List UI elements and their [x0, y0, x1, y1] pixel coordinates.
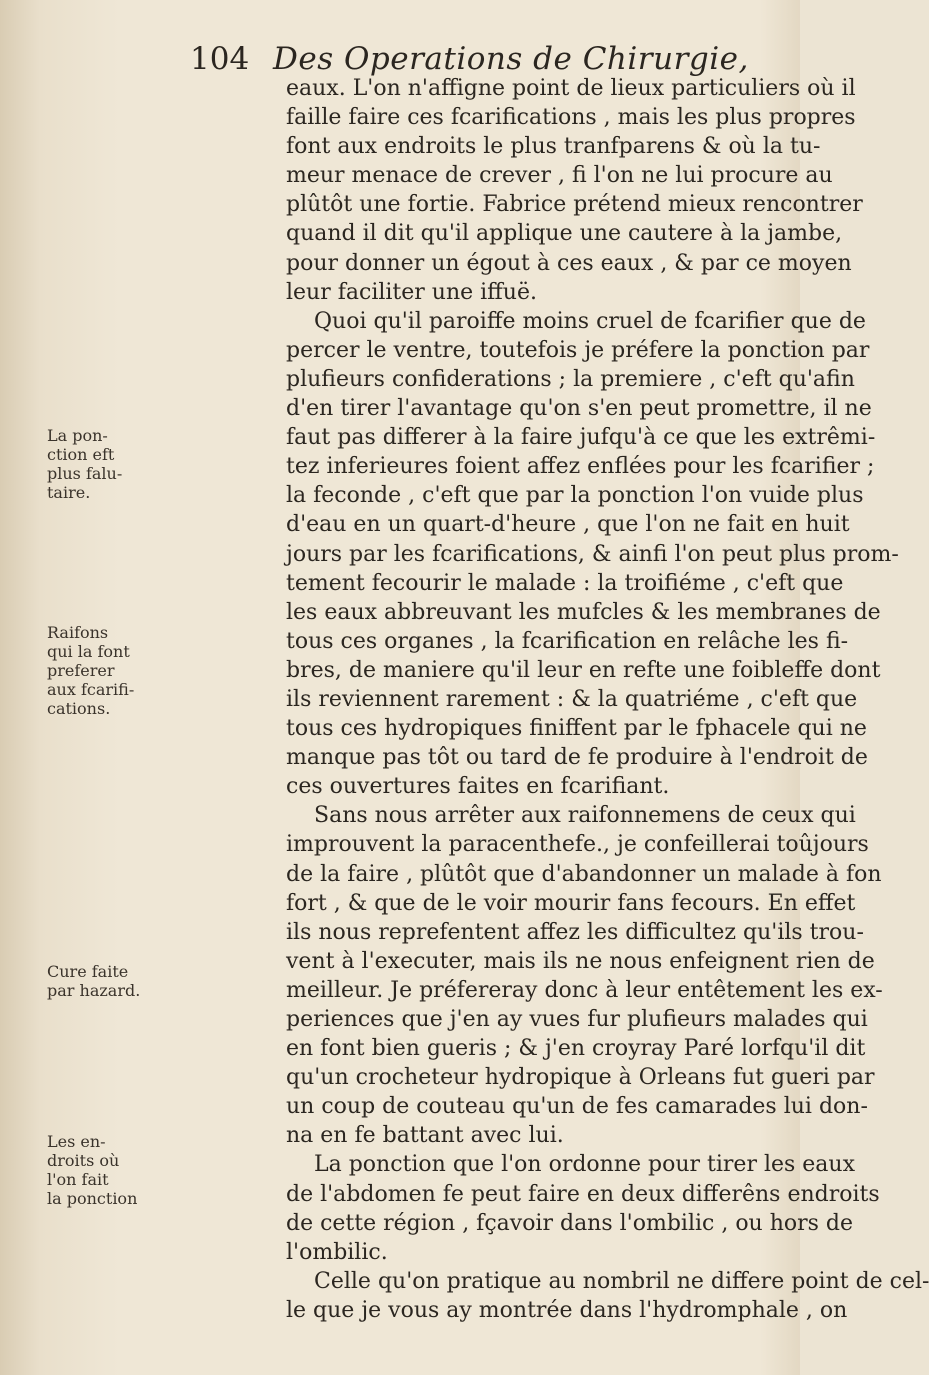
text-line: periences que j'en ay vues fur plufieurs malades qui [286, 1007, 868, 1032]
text-line: d'eau en un quart-d'heure , que l'on ne fait en huit [286, 512, 850, 538]
text-line: un coup de couteau qu'un de fes camarades lui don- [286, 1094, 868, 1120]
margin-note-line: l'on fait [47, 1170, 109, 1189]
margin-note-line: plus falu- [47, 464, 123, 483]
text-line: improuvent la paracenthefe., je confeillerai toûjours [286, 832, 869, 858]
text-line: de la faire , plûtôt que d'abandonner un malade à fon [286, 861, 882, 887]
text-line: tement fecourir le malade : la troifiéme , c'eft que [286, 570, 844, 596]
text-line: jours par les fcarifications, & ainfi l'on peut plus prom- [286, 541, 899, 567]
text-line: Quoi qu'il paroiffe moins cruel de fcarifier que de [314, 308, 866, 334]
margin-note-line: cations. [47, 699, 111, 718]
text-line: tous ces organes , la fcarification en relâche les fi- [286, 628, 849, 654]
text-line: na en fe battant avec lui. [286, 1123, 564, 1149]
margin-note-ponction [47, 426, 157, 502]
text-line: de cette région , fçavoir dans l'ombilic , ou hors de [286, 1210, 854, 1236]
margin-note-line: droits où [47, 1151, 120, 1170]
main-text [286, 74, 929, 1325]
margin-note-line: Cure faite [47, 962, 129, 981]
running-title: Des Operations de Chirurgie, [273, 41, 749, 77]
text-line: l'ombilic. [286, 1239, 388, 1265]
margin-note-line: preferer [47, 661, 115, 680]
text-line: de l'abdomen fe peut faire en deux differêns endroits [286, 1181, 880, 1207]
margin-note-endroits [47, 1132, 157, 1208]
text-line: pour donner un égout à ces eaux , & par ce moyen [286, 250, 852, 276]
text-line: Sans nous arrêter aux raifonnemens de ceux qui [314, 803, 856, 829]
margin-note-line: La pon- [47, 426, 108, 445]
margin-note-line: Les en- [47, 1132, 106, 1151]
text-line: meur menace de crever , fi l'on ne lui procure au [286, 163, 833, 189]
text-line: d'en tirer l'avantage qu'on s'en peut promettre, il ne [286, 396, 872, 422]
text-line: quand il dit qu'il applique une cautere à la jambe, [286, 221, 843, 247]
text-line: La ponction que l'on ordonne pour tirer les eaux [314, 1152, 855, 1178]
margin-note-cure [47, 962, 157, 1000]
text-line: meilleur. Je préfereray donc à leur entêtement les ex- [286, 977, 883, 1003]
margin-note-line: qui la font [47, 642, 130, 661]
text-line: ces ouvertures faites en fcarifiant. [286, 774, 670, 800]
text-line: manque pas tôt ou tard de fe produire à l'endroit de [286, 745, 868, 771]
text-line: bres, de maniere qu'il leur en refte une foibleffe dont [286, 657, 881, 683]
text-line: fort , & que de le voir mourir fans fecours. En effet [286, 890, 856, 916]
text-line: tez inferieures foient affez enflées pour les fcarifier ; [286, 454, 875, 480]
page-number: 104 [190, 41, 250, 77]
text-line: qu'un crocheteur hydropique à Orleans fut gueri par [286, 1065, 875, 1091]
margin-note-line: Raifons [47, 623, 109, 642]
margin-note-line: la ponction [47, 1189, 138, 1208]
text-line: plufieurs confiderations ; la premiere , c'eft qu'afin [286, 366, 855, 392]
text-line: faille faire ces fcarifications , mais les plus propres [286, 105, 856, 131]
text-line: ils reviennent rarement : & la quatriéme , c'eft que [286, 686, 858, 712]
text-line: font aux endroits le plus tranfparens & où la tu- [286, 134, 821, 160]
text-line: les eaux abbreuvant les mufcles & les membranes de [286, 599, 881, 625]
margin-note-line: ction eft [47, 445, 115, 464]
margin-note-raisons [47, 623, 157, 718]
text-line: eaux. L'on n'affigne point de lieux particuliers où il [286, 76, 856, 101]
text-line: faut pas differer à la faire jufqu'à ce que les extrêmi- [286, 425, 876, 451]
text-line: le que je vous ay montrée dans l'hydromphale , on [286, 1297, 848, 1323]
text-line: tous ces hydropiques finiffent par le fphacele qui ne [286, 716, 867, 742]
text-line: Celle qu'on pratique au nombril ne differe point de cel- [314, 1268, 929, 1294]
margin-note-line: aux fcarifi- [47, 680, 135, 699]
text-line: en font bien gueris ; & j'en croyray Paré lorfqu'il dit [286, 1036, 866, 1062]
text-line: ils nous reprefentent affez les difficultez qu'ils trou- [286, 919, 864, 945]
text-line: vent à l'executer, mais ils ne nous enfeignent rien de [286, 948, 875, 974]
text-line: plûtôt une fortie. Fabrice prétend mieux rencontrer [286, 192, 863, 218]
margin-note-line: taire. [47, 483, 91, 502]
running-header [190, 42, 790, 76]
text-line: percer le ventre, toutefois je préfere la ponction par [286, 337, 870, 363]
text-line: leur faciliter une iffuë. [286, 279, 537, 305]
margin-note-line: par hazard. [47, 981, 141, 1000]
text-line: la feconde , c'eft que par la ponction l'on vuide plus [286, 483, 864, 509]
